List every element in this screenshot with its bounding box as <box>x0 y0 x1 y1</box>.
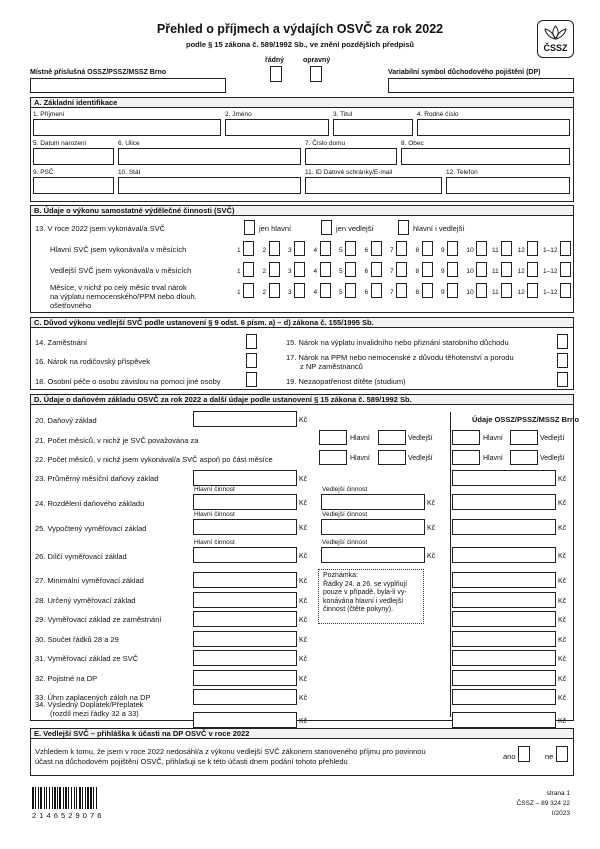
month-checkbox-side[interactable] <box>243 262 254 277</box>
month-label: 6 <box>364 289 369 296</box>
r26-side-field[interactable] <box>321 547 425 563</box>
r30-office-field[interactable] <box>452 631 556 647</box>
r32-office-currency: Kč <box>558 675 567 683</box>
r30-main-field[interactable] <box>193 631 297 647</box>
barcode-bar <box>82 787 83 809</box>
barcode-bar <box>93 787 94 809</box>
r17-label-b: z NP zaměstnanců <box>300 362 363 371</box>
barcode-bar <box>76 787 77 809</box>
barcode-bar <box>54 787 56 809</box>
month-label: 2 <box>262 289 267 296</box>
r29-office-field[interactable] <box>452 611 556 627</box>
r16-label: 16. Nárok na rodičovský příspěvek <box>35 357 151 366</box>
r18-label: 18. Osobní péče o osobu závislou na pomoci jiné osoby <box>35 377 221 386</box>
r33-label: 33. Úhrn zaplacených záloh na DP <box>35 693 151 702</box>
month-checkbox-main[interactable] <box>447 241 458 256</box>
r22-main-label: Hlavní <box>350 455 370 462</box>
varsym-label: Variabilní symbol důchodového pojištění (DP) <box>388 69 541 76</box>
note-line-3: pouze v případě, byla-li vy- <box>323 589 407 596</box>
note-line-4: konávána hlavní i vedlejší <box>323 597 404 605</box>
section-c-title: C. Důvod výkonu vedlejší SVČ podle ustanovení § 9 odst. 6 písm. a) – d) zákona č. 155/1995 Sb. <box>30 317 574 328</box>
lotus-icon <box>538 24 573 42</box>
month-label: 4 <box>313 247 318 254</box>
r34-office-field[interactable] <box>452 712 556 728</box>
month-checkbox-main[interactable] <box>269 241 280 256</box>
corrective-label: opravný <box>303 57 331 64</box>
month-label: 7 <box>390 247 394 254</box>
month-checkbox-main[interactable] <box>501 241 512 256</box>
surname-label: 1. Příjmení <box>33 111 65 118</box>
month-label: 2 <box>262 268 267 275</box>
month-label: 11 <box>492 247 499 254</box>
r29-main-field[interactable] <box>193 611 297 627</box>
phone-field[interactable] <box>446 177 570 194</box>
r30-main-currency: Kč <box>299 636 308 644</box>
r17-label-a: 17. Nárok na PPM nebo nemocenské z důvodu těhotenství a porodu <box>286 353 514 362</box>
month-checkbox-sick[interactable] <box>269 283 280 298</box>
month-checkbox-sick[interactable] <box>527 283 538 298</box>
month-label: 10 <box>466 268 474 275</box>
r25-main-currency: Kč <box>299 525 308 532</box>
barcode-bar <box>52 787 53 809</box>
month-label: 9 <box>441 268 445 275</box>
section-e-text-1: Vzhledem k tomu, že jsem v roce 2022 nedosáhl/a z výkonu vedlejší SVČ zákonem stanoveného příjmu pro povinnou <box>35 747 426 756</box>
office-label: Místně příslušná OSSZ/PSSZ/MSSZ Brno <box>30 69 167 76</box>
r21-label: 21. Počet měsíců, v nichž je SVČ považována za <box>35 436 199 445</box>
r23-field[interactable] <box>193 470 297 486</box>
r27-label: 27. Minimální vyměřovací základ <box>35 576 144 585</box>
r26-office-currency: Kč <box>558 553 567 560</box>
r27-office-currency: Kč <box>558 578 567 585</box>
month-checkbox-main[interactable] <box>422 241 433 256</box>
barcode-number: 2 1 4 6 5 2 9 0 7 6 <box>32 811 102 820</box>
row-sick-label-2: na výplatu nemocenského/PPM nebo dlouh. <box>50 292 197 301</box>
r23-office-field[interactable] <box>452 470 556 486</box>
r28-label: 28. Určený vyměřovací základ <box>35 595 136 605</box>
r34-main-currency: Kč <box>299 717 308 725</box>
yes-checkbox[interactable] <box>518 746 530 762</box>
r15-label: 15. Nárok na výplatu invalidního nebo přiznání starobního důchodu <box>286 338 509 347</box>
cssz-logo <box>537 20 574 58</box>
r24-main-act: Hlavní činnost <box>194 486 235 493</box>
month-checkbox-sick[interactable] <box>345 283 356 298</box>
state-label: 10. Stát <box>118 169 141 176</box>
r25-side-act: Vedlejší činnost <box>322 511 368 518</box>
month-label: 1 <box>237 268 241 275</box>
r24-side-act: Vedlejší činnost <box>322 486 368 493</box>
r21-office-side-label: Vedlejší <box>540 435 565 442</box>
r29-label: 29. Vyměřovací základ ze zaměstnání <box>35 615 162 624</box>
degree-label: 3. Titul <box>333 111 353 118</box>
month-label: 7 <box>390 289 394 296</box>
barcode-bar <box>35 787 36 809</box>
r33-main-field[interactable] <box>193 689 297 705</box>
r34-label-b: (rozdíl mezi řádky 32 a 33) <box>50 709 139 718</box>
month-label: 5 <box>339 247 343 254</box>
row-sick-label-3: ošetřovného <box>50 301 92 310</box>
month-label: 8 <box>415 247 420 254</box>
page-number: strana 1 <box>546 790 570 797</box>
r21-office-side-field[interactable] <box>510 430 538 445</box>
databox-label: 11. ID Datové schránky/E-mail <box>305 169 393 176</box>
barcode-bar <box>63 787 64 809</box>
month-checkbox-main[interactable] <box>476 241 487 256</box>
month-checkbox-side[interactable] <box>560 262 571 277</box>
r34-label-a: 34. Výsledný Doplatek/Přeplatek <box>35 700 144 709</box>
barcode-bar <box>38 787 39 809</box>
month-label: 1–12 <box>543 289 558 296</box>
r27-main-currency: Kč <box>299 578 308 585</box>
r25-label: 25. Vypočtený vyměřovací základ <box>35 524 147 533</box>
month-checkbox-sick[interactable] <box>371 283 382 298</box>
r18-checkbox[interactable] <box>246 372 257 387</box>
r26-main-act: Hlavní činnost <box>194 539 235 546</box>
month-checkbox-main[interactable] <box>345 241 356 256</box>
r16-checkbox[interactable] <box>246 353 257 368</box>
varsym-field[interactable] <box>388 78 574 93</box>
zip-field[interactable] <box>33 177 114 194</box>
month-checkbox-side[interactable] <box>371 262 382 277</box>
r32-office-field[interactable] <box>452 670 556 686</box>
r31-main-field[interactable] <box>193 650 297 666</box>
barcode-bar <box>71 787 72 809</box>
month-checkbox-main[interactable] <box>243 241 254 256</box>
no-label: ne <box>545 752 554 761</box>
month-checkbox-sick[interactable] <box>560 283 571 298</box>
r24-label: 24. Rozdělení daňového základu <box>35 499 145 508</box>
form-subtitle: podle § 15 zákona č. 589/1992 Sb., ve znění pozdějších předpisů <box>186 40 414 49</box>
r33-office-currency: Kč <box>558 695 567 702</box>
barcode-bar <box>96 787 97 809</box>
birthno-label: 4. Rodné číslo <box>417 111 459 118</box>
month-checkbox-main[interactable] <box>371 241 382 256</box>
town-label: 8. Obec <box>401 140 424 147</box>
r21-office-main-field[interactable] <box>452 430 480 445</box>
month-checkbox-side[interactable] <box>447 262 458 277</box>
month-checkbox-side[interactable] <box>320 262 331 277</box>
r29-office-currency: Kč <box>558 617 567 624</box>
month-checkbox-main[interactable] <box>527 241 538 256</box>
houseno-label: 7. Číslo domu <box>305 140 346 147</box>
r31-main-currency: Kč <box>299 656 308 663</box>
birthno-field[interactable] <box>417 119 570 136</box>
opt-both-checkbox[interactable] <box>398 220 409 235</box>
r22-side-field[interactable] <box>378 450 406 465</box>
month-checkbox-side[interactable] <box>527 262 538 277</box>
r28-main-currency: Kč <box>299 597 308 605</box>
month-label: 3 <box>288 247 292 254</box>
month-label: 3 <box>288 289 292 296</box>
month-checkbox-sick[interactable] <box>422 283 433 298</box>
r15-checkbox[interactable] <box>557 334 568 349</box>
r21-side-field[interactable] <box>378 430 406 445</box>
note-box <box>318 569 424 624</box>
month-label: 12 <box>517 268 525 275</box>
r26-side-currency: Kč <box>427 553 436 560</box>
r24-office-currency: Kč <box>558 500 567 507</box>
month-checkbox-sick[interactable] <box>294 283 305 298</box>
barcode-bar <box>68 787 69 809</box>
r21-main-field[interactable] <box>319 430 347 445</box>
note-line-2: Řádky 24. a 26. se vyplňují <box>323 580 408 588</box>
name-label: 2. Jméno <box>225 111 252 118</box>
r22-office-main-label: Hlavní <box>483 455 503 462</box>
month-checkbox-main[interactable] <box>560 241 571 256</box>
r25-side-field[interactable] <box>321 519 425 535</box>
town-field[interactable] <box>401 148 570 165</box>
yes-label: ano <box>503 752 516 761</box>
r28-office-currency: Kč <box>558 597 567 605</box>
month-checkbox-main[interactable] <box>320 241 331 256</box>
r31-office-currency: Kč <box>558 656 567 663</box>
month-label: 1–12 <box>543 268 558 275</box>
r33-office-field[interactable] <box>452 689 556 705</box>
row-sick-label-1: Měsíce, v nichž po celý měsíc trval nárok <box>50 283 187 292</box>
month-checkbox-sick[interactable] <box>396 283 407 298</box>
month-label: 1 <box>237 247 241 254</box>
corrective-checkbox[interactable] <box>310 66 322 82</box>
month-checkbox-side[interactable] <box>269 262 280 277</box>
month-label: 7 <box>390 268 394 275</box>
surname-field[interactable] <box>33 119 221 136</box>
month-checkbox-main[interactable] <box>294 241 305 256</box>
regular-label: řádný <box>265 57 285 64</box>
month-label: 10 <box>466 289 474 296</box>
r32-main-field[interactable] <box>193 670 297 686</box>
r32-main-currency: Kč <box>299 675 308 683</box>
r21-office-main-label: Hlavní <box>483 435 503 442</box>
r22-office-side-field[interactable] <box>510 450 538 465</box>
month-label: 6 <box>364 268 369 275</box>
month-label: 10 <box>466 247 474 254</box>
r23-label: 23. Průměrný měsíční daňový základ <box>35 474 159 483</box>
r24-side-currency: Kč <box>427 500 436 507</box>
regular-checkbox[interactable] <box>270 66 282 82</box>
barcode-bar <box>44 787 45 809</box>
section-e-text-2: účast na důchodovém pojištění OSVČ, přihlašuji se k této účasti dnem podání tohoto přehledu <box>35 757 348 766</box>
section-d-title: D. Údaje o daňovém základu OSVČ za rok 2022 a další údaje podle ustanovení § 15 zákona č. 589/1992 Sb. <box>30 394 574 405</box>
month-checkbox-sick[interactable] <box>320 283 331 298</box>
name-field[interactable] <box>225 119 329 136</box>
month-checkbox-side[interactable] <box>345 262 356 277</box>
r34-office-currency: Kč <box>558 717 567 725</box>
barcode-bar <box>87 787 89 809</box>
r33-main-currency: Kč <box>299 695 308 702</box>
form-code: ČSSZ – 89 324 22 <box>516 800 570 807</box>
month-label: 9 <box>441 289 445 296</box>
r19-checkbox[interactable] <box>557 372 568 387</box>
r26-label: 26. Dílčí vyměřovací základ <box>35 552 127 561</box>
barcode-bar <box>79 787 81 809</box>
r32-label: 32. Pojistné na DP <box>35 673 98 683</box>
r21-side-label: Vedlejší <box>408 435 433 442</box>
month-label: 8 <box>415 268 420 275</box>
r24-main-field[interactable] <box>193 494 297 510</box>
r22-office-side-label: Vedlejší <box>540 455 565 462</box>
form-title: Přehled o příjmech a výdajích OSVČ za rok 2022 <box>156 22 444 36</box>
r27-main-field[interactable] <box>193 572 297 588</box>
r31-label: 31. Vyměřovací základ ze SVČ <box>35 654 139 663</box>
month-checkbox-side[interactable] <box>396 262 407 277</box>
degree-field[interactable] <box>333 119 413 136</box>
month-checkbox-side[interactable] <box>422 262 433 277</box>
section-b-title: B. Údaje o výkonu samostatné výdělečné činnosti (SVČ) <box>30 205 574 216</box>
month-label: 4 <box>313 289 318 296</box>
barcode-bar <box>46 787 47 809</box>
r25-office-currency: Kč <box>558 525 567 532</box>
barcode-bar <box>49 787 50 809</box>
month-checkbox-side[interactable] <box>294 262 305 277</box>
r14-checkbox[interactable] <box>246 334 257 349</box>
month-label: 12 <box>517 289 525 296</box>
r31-office-field[interactable] <box>452 650 556 666</box>
month-checkbox-sick[interactable] <box>243 283 254 298</box>
section-e-title: E. Vedlejší SVČ – přihláška k účasti na DP OSVČ v roce 2022 <box>30 728 574 739</box>
month-label: 5 <box>339 289 343 296</box>
r21-main-label: Hlavní <box>350 435 370 442</box>
houseno-field[interactable] <box>305 148 397 165</box>
r20-currency: Kč <box>299 417 308 424</box>
r26-office-field[interactable] <box>452 547 556 563</box>
r28-office-field[interactable] <box>452 592 556 608</box>
barcode-bar <box>65 787 67 809</box>
r24-side-field[interactable] <box>321 494 425 510</box>
r26-main-field[interactable] <box>193 547 297 563</box>
no-checkbox[interactable] <box>556 746 568 762</box>
r34-main-field[interactable] <box>193 712 297 728</box>
month-label: 12 <box>517 247 525 254</box>
month-label: 1–12 <box>543 247 558 254</box>
row-main-label: Hlavní SVČ jsem vykonával/a v měsících <box>50 245 187 254</box>
barcode-bar <box>57 787 58 809</box>
barcode-bar <box>90 787 92 809</box>
barcode-bar <box>74 787 75 809</box>
r30-office-currency: Kč <box>558 636 567 644</box>
r23-currency: Kč <box>299 476 308 483</box>
month-label: 3 <box>288 268 292 275</box>
birthdate-field[interactable] <box>33 148 114 165</box>
barcode-bar <box>32 787 34 809</box>
office-column-divider <box>450 412 451 717</box>
r24-office-field[interactable] <box>452 494 556 510</box>
r23-office-currency: Kč <box>558 476 567 483</box>
month-checkbox-side[interactable] <box>476 262 487 277</box>
section-a-title: A. Základní identifikace <box>30 97 574 108</box>
month-checkbox-sick[interactable] <box>447 283 458 298</box>
r25-side-currency: Kč <box>427 525 436 532</box>
r26-main-currency: Kč <box>299 553 308 560</box>
r26-side-act: Vedlejší činnost <box>322 539 368 546</box>
form-version: I/2023 <box>551 810 570 817</box>
barcode <box>32 787 124 809</box>
month-label: 1 <box>237 289 241 296</box>
month-label: 4 <box>313 268 318 275</box>
r25-main-field[interactable] <box>193 519 297 535</box>
r20-field[interactable] <box>193 411 297 427</box>
opt-main-label: jen hlavní <box>259 224 292 233</box>
r22-main-field[interactable] <box>319 450 347 465</box>
logo-text: ČSSZ <box>543 43 568 53</box>
opt-both-label: hlavní i vedlejší <box>413 224 465 233</box>
month-label: 5 <box>339 268 343 275</box>
month-checkbox-main[interactable] <box>396 241 407 256</box>
month-checkbox-sick[interactable] <box>501 283 512 298</box>
r22-side-label: Vedlejší <box>408 455 433 462</box>
month-label: 9 <box>441 247 445 254</box>
r19-label: 19. Nezaopatřenost dítěte (studium) <box>286 377 406 386</box>
opt-main-checkbox[interactable] <box>244 220 255 235</box>
q13-label: 13. V roce 2022 jsem vykonával/a SVČ <box>35 224 166 233</box>
month-label: 11 <box>492 268 499 275</box>
zip-label: 9. PSČ <box>33 169 54 176</box>
office-column-title: Údaje OSSZ/PSSZ/MSSZ Brno <box>472 415 580 424</box>
note-line-1: Poznámka: <box>323 572 359 579</box>
month-label: 2 <box>262 247 267 254</box>
opt-side-checkbox[interactable] <box>321 220 332 235</box>
r22-label: 22. Počet měsíců, v nichž jsem vykonával/a SVČ aspoň po část měsíce <box>35 455 273 464</box>
r22-office-main-field[interactable] <box>452 450 480 465</box>
opt-side-label: jen vedlejší <box>336 224 374 233</box>
barcode-bar <box>40 787 42 809</box>
r30-label: 30. Součet řádků 28 a 29 <box>35 634 119 644</box>
barcode-bar <box>85 787 86 809</box>
r25-main-act: Hlavní činnost <box>194 511 235 518</box>
note-line-5: činnost (čtěte pokyny). <box>323 606 394 613</box>
r27-office-field[interactable] <box>452 572 556 588</box>
street-label: 6. Ulice <box>118 140 140 147</box>
databox-field[interactable] <box>305 177 442 194</box>
month-label: 6 <box>364 247 369 254</box>
r29-main-currency: Kč <box>299 617 308 624</box>
r20-label: 20. Daňový základ <box>35 416 97 425</box>
r24-main-currency: Kč <box>299 500 308 507</box>
r28-main-field[interactable] <box>193 592 297 608</box>
birthdate-label: 5. Datum narození <box>33 140 87 147</box>
office-field[interactable] <box>30 78 226 93</box>
barcode-bar <box>59 787 61 809</box>
state-field[interactable] <box>118 177 301 194</box>
r17-checkbox[interactable] <box>557 353 568 368</box>
month-checkbox-sick[interactable] <box>476 283 487 298</box>
r25-office-field[interactable] <box>452 519 556 535</box>
row-side-label: Vedlejší SVČ jsem vykonával/a v měsících <box>50 266 192 275</box>
street-field[interactable] <box>118 148 301 165</box>
phone-label: 12. Telefon <box>446 169 478 176</box>
month-label: 11 <box>492 289 499 296</box>
month-label: 8 <box>415 289 420 296</box>
month-checkbox-side[interactable] <box>501 262 512 277</box>
r14-label: 14. Zaměstnání <box>35 338 88 347</box>
